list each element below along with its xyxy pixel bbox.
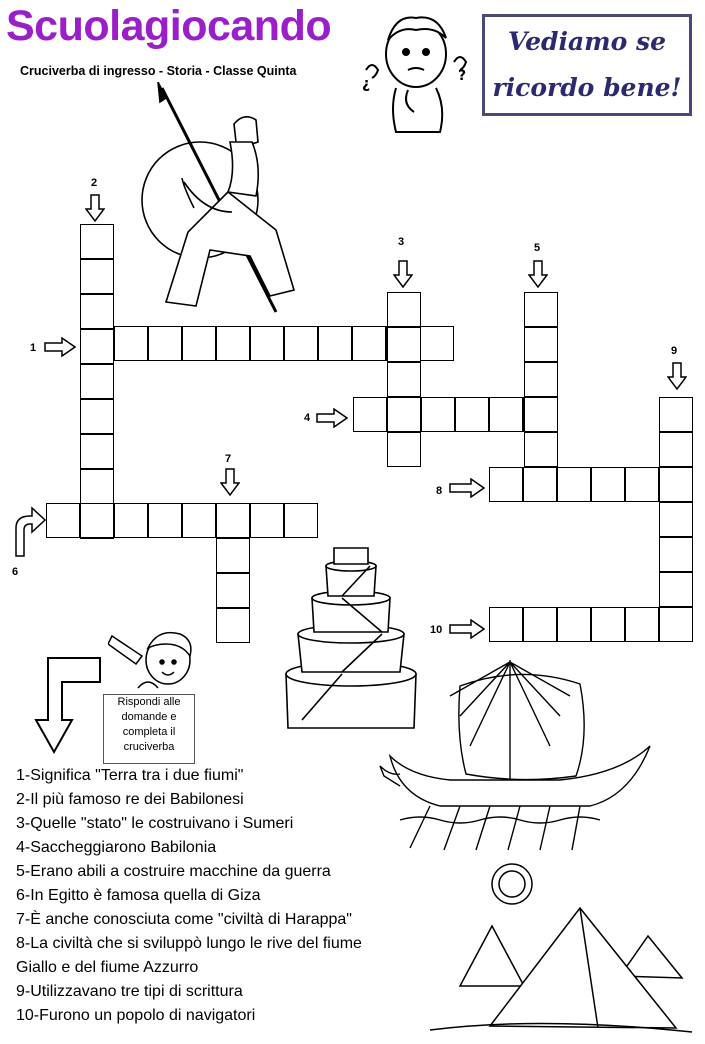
clue-number-4: 4 bbox=[304, 412, 311, 424]
crossword-cell[interactable] bbox=[659, 467, 693, 502]
clue-8: 8-La civiltà che si sviluppò lungo le rive del fiume bbox=[16, 935, 362, 952]
arrow-down-icon bbox=[393, 260, 413, 288]
crossword-cell[interactable] bbox=[523, 607, 557, 642]
crossword-cell[interactable] bbox=[80, 469, 114, 504]
thinking-child-illustration bbox=[356, 8, 476, 136]
crossword-cell[interactable] bbox=[659, 572, 693, 607]
crossword-cell[interactable] bbox=[420, 326, 454, 361]
crossword-cell[interactable] bbox=[80, 503, 114, 538]
crossword-cell[interactable] bbox=[182, 503, 216, 538]
arrow-curved-icon bbox=[12, 506, 46, 558]
clue-6: 6-In Egitto è famosa quella di Giza bbox=[16, 887, 261, 904]
crossword-cell[interactable] bbox=[455, 397, 489, 432]
clue-number-5: 5 bbox=[534, 242, 541, 254]
pyramids-illustration bbox=[420, 856, 696, 1034]
arrow-right-icon bbox=[316, 408, 348, 428]
clue-2: 2-Il più famoso re dei Babilonesi bbox=[16, 791, 244, 808]
svg-text:?: ? bbox=[458, 68, 467, 84]
crossword-cell[interactable] bbox=[387, 362, 421, 397]
ship-illustration bbox=[360, 656, 660, 856]
arrow-down-icon bbox=[220, 468, 240, 496]
crossword-cell[interactable] bbox=[524, 397, 558, 432]
crossword-cell[interactable] bbox=[80, 224, 114, 259]
clue-5: 5-Erano abili a costruire macchine da guerra bbox=[16, 863, 331, 880]
clue-number-9: 9 bbox=[671, 345, 678, 357]
crossword-cell[interactable] bbox=[250, 326, 284, 361]
crossword-cell[interactable] bbox=[114, 503, 148, 538]
crossword-cell[interactable] bbox=[216, 608, 250, 643]
crossword-cell[interactable] bbox=[387, 327, 421, 362]
arrow-right-icon bbox=[449, 619, 485, 639]
clue-1: 1-Significa "Terra tra i due fiumi" bbox=[16, 767, 244, 784]
crossword-cell[interactable] bbox=[80, 294, 114, 329]
clue-number-3: 3 bbox=[398, 236, 405, 248]
crossword-cell[interactable] bbox=[659, 607, 693, 642]
arrow-right-icon bbox=[44, 337, 76, 357]
clue-4: 4-Saccheggiarono Babilonia bbox=[16, 839, 217, 856]
crossword-cell[interactable] bbox=[46, 503, 80, 538]
arrow-down-icon bbox=[667, 362, 687, 390]
crossword-cell[interactable] bbox=[284, 503, 318, 538]
crossword-cell[interactable] bbox=[148, 326, 182, 361]
crossword-cell[interactable] bbox=[216, 538, 250, 573]
page-title: Scuolagiocando bbox=[6, 2, 332, 50]
child-with-scroll-illustration bbox=[108, 626, 200, 696]
clue-number-8: 8 bbox=[436, 485, 443, 497]
crossword-cell[interactable] bbox=[591, 607, 625, 642]
crossword-cell[interactable] bbox=[148, 503, 182, 538]
crossword-cell[interactable] bbox=[387, 397, 421, 432]
crossword-cell[interactable] bbox=[524, 292, 558, 327]
crossword-cell[interactable] bbox=[625, 607, 659, 642]
crossword-cell[interactable] bbox=[80, 434, 114, 469]
instruction-note: Rispondi alle domande e completa il cruciverba bbox=[103, 694, 195, 764]
crossword-cell[interactable] bbox=[80, 364, 114, 399]
crossword-cell[interactable] bbox=[659, 502, 693, 537]
big-arrow-down-icon bbox=[34, 656, 104, 756]
crossword-cell[interactable] bbox=[353, 397, 387, 432]
clue-10: 10-Furono un popolo di navigatori bbox=[16, 1007, 256, 1024]
svg-text:¿: ¿ bbox=[362, 76, 371, 92]
crossword-cell[interactable] bbox=[489, 397, 523, 432]
crossword-cell[interactable] bbox=[625, 467, 659, 502]
clue-number-1: 1 bbox=[30, 342, 37, 354]
crossword-cell[interactable] bbox=[182, 326, 216, 361]
clue-number-2: 2 bbox=[91, 177, 98, 189]
clue-number-10: 10 bbox=[430, 624, 443, 636]
crossword-cell[interactable] bbox=[557, 467, 591, 502]
crossword-cell[interactable] bbox=[524, 432, 558, 467]
crossword-cell[interactable] bbox=[80, 329, 114, 364]
crossword-cell[interactable] bbox=[659, 537, 693, 572]
motto-line-1: Vediamo se bbox=[507, 27, 666, 56]
crossword-cell[interactable] bbox=[387, 432, 421, 467]
crossword-cell[interactable] bbox=[524, 362, 558, 397]
crossword-cell[interactable] bbox=[659, 397, 693, 432]
crossword-cell[interactable] bbox=[250, 503, 284, 538]
crossword-cell[interactable] bbox=[80, 399, 114, 434]
crossword-cell[interactable] bbox=[557, 607, 591, 642]
crossword-cell[interactable] bbox=[489, 607, 523, 642]
clue-number-6: 6 bbox=[12, 566, 19, 578]
crossword-cell[interactable] bbox=[284, 326, 318, 361]
clue-9: 9-Utilizzavano tre tipi di scrittura bbox=[16, 983, 243, 1000]
page-subtitle: Cruciverba di ingresso - Storia - Classe Quinta bbox=[20, 64, 297, 78]
crossword-cell[interactable] bbox=[114, 326, 148, 361]
arrow-down-icon bbox=[85, 194, 105, 222]
crossword-cell[interactable] bbox=[524, 327, 558, 362]
crossword-cell[interactable] bbox=[421, 397, 455, 432]
motto-box bbox=[482, 14, 692, 116]
crossword-cell[interactable] bbox=[216, 326, 250, 361]
crossword-cell[interactable] bbox=[216, 503, 250, 538]
crossword-cell[interactable] bbox=[352, 326, 386, 361]
crossword-cell[interactable] bbox=[659, 432, 693, 467]
arrow-down-icon bbox=[528, 260, 548, 288]
crossword-cell[interactable] bbox=[80, 259, 114, 294]
clue-8-continued: Giallo e del fiume Azzurro bbox=[16, 959, 199, 976]
crossword-cell[interactable] bbox=[591, 467, 625, 502]
crossword-cell[interactable] bbox=[387, 292, 421, 327]
clue-7: 7-È anche conosciuta come "civiltà di Harappa" bbox=[16, 911, 352, 928]
motto-line-2: ricordo bene! bbox=[492, 73, 682, 102]
clue-3: 3-Quelle "stato" le costruivano i Sumeri bbox=[16, 815, 294, 832]
arrow-right-icon bbox=[449, 478, 485, 498]
clue-number-7: 7 bbox=[225, 453, 232, 465]
warrior-illustration bbox=[138, 82, 298, 320]
crossword-cell[interactable] bbox=[489, 467, 523, 502]
crossword-cell[interactable] bbox=[216, 573, 250, 608]
crossword-cell[interactable] bbox=[318, 326, 352, 361]
crossword-cell[interactable] bbox=[523, 467, 557, 502]
clue-list bbox=[16, 764, 362, 1028]
